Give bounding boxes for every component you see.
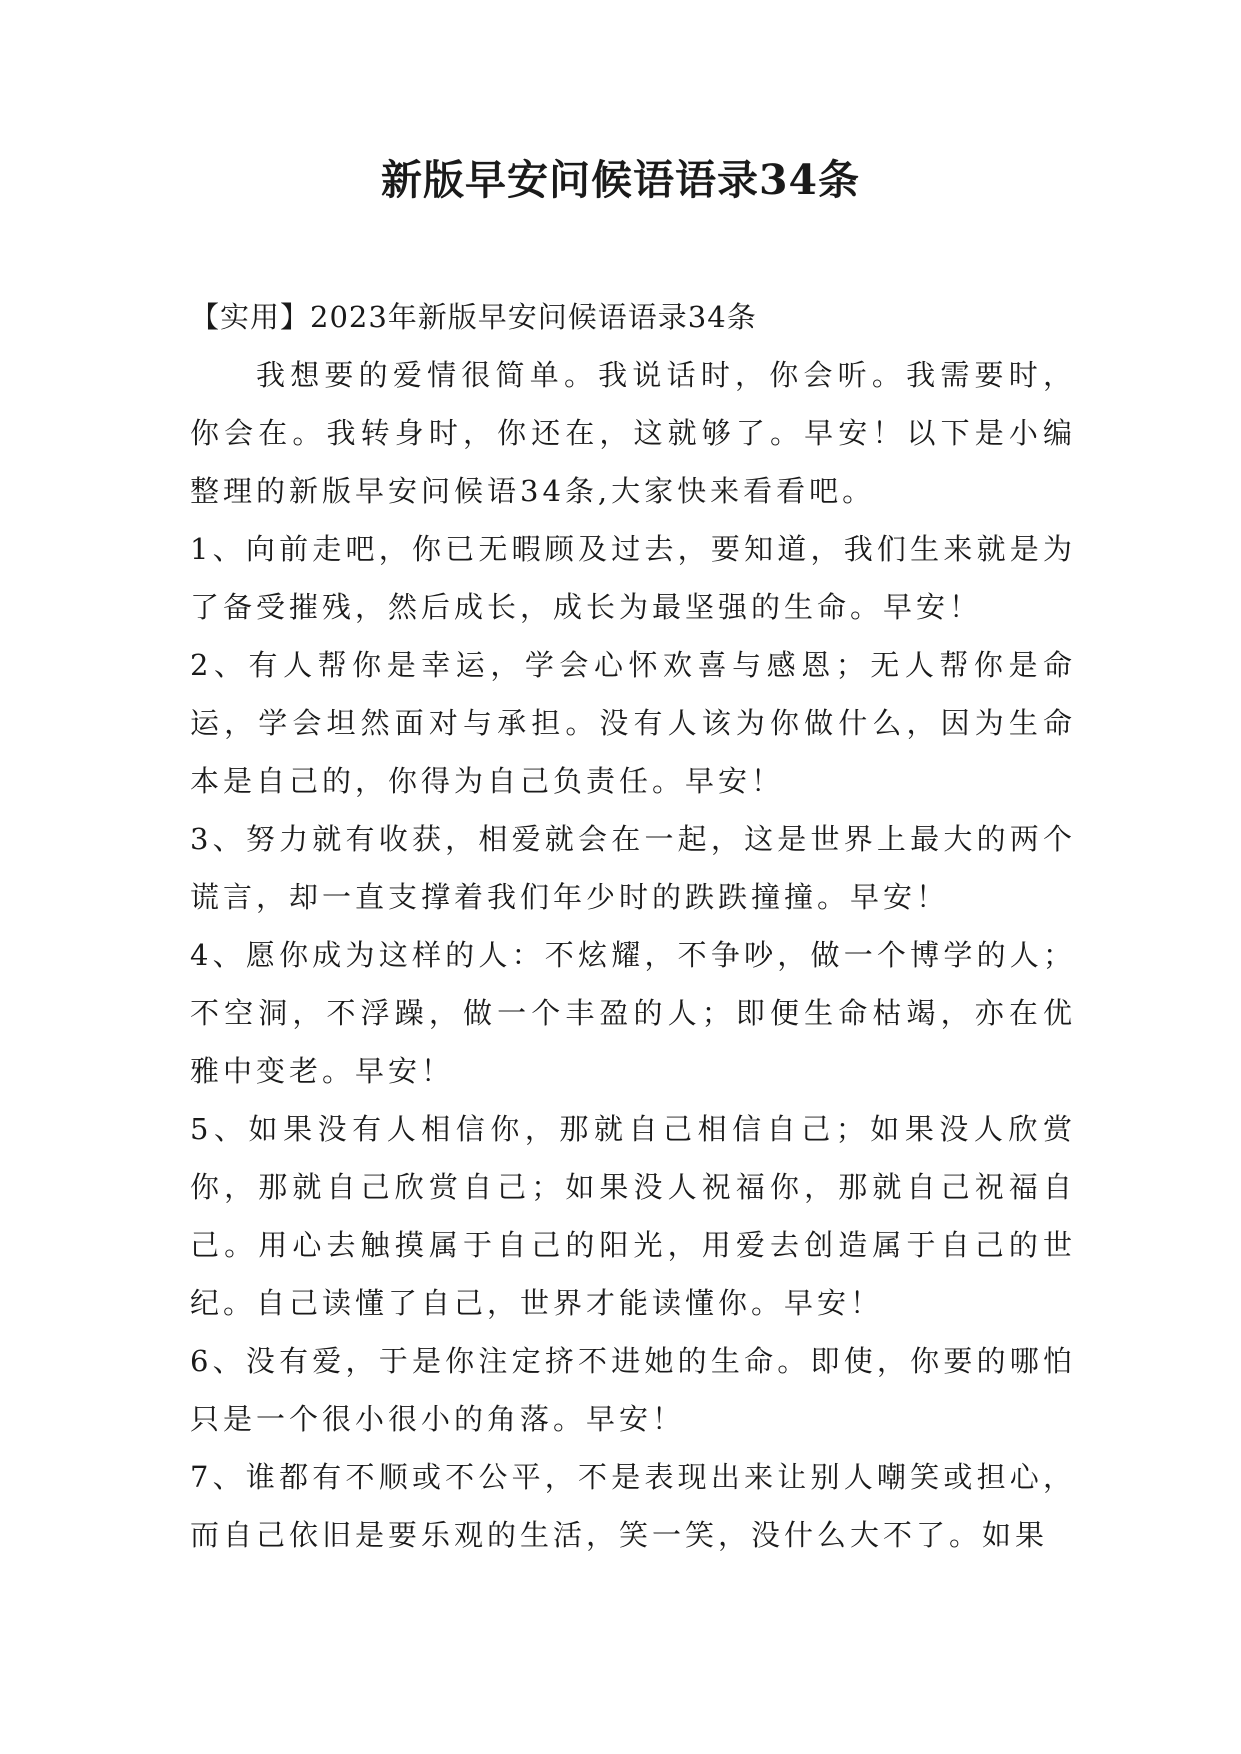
list-item: 2、有人帮你是幸运，学会心怀欢喜与感恩；无人帮你是命运，学会坦然面对与承担。没有人该为你做什么，因为生命本是自己的，你得为自己负责任。早安！ <box>190 648 1076 798</box>
document-body <box>190 288 1076 1564</box>
list-item: 1、向前走吧，你已无暇顾及过去，要知道，我们生来就是为了备受摧残，然后成长，成长为最坚强的生命。早安！ <box>190 532 1076 624</box>
list-item: 3、努力就有收获，相爱就会在一起，这是世界上最大的两个谎言，却一直支撑着我们年少时的跌跌撞撞。早安！ <box>190 822 1076 914</box>
document-subtitle: 【实用】2023年新版早安问候语语录34条 <box>190 300 757 334</box>
list-item: 5、如果没有人相信你，那就自己相信自己；如果没人欣赏你，那就自己欣赏自己；如果没人祝福你，那就自己祝福自己。用心去触摸属于自己的阳光，用爱去创造属于自己的世纪。自己读懂了自己，世界才能读懂你。早安！ <box>190 1112 1076 1320</box>
list-item: 6、没有爱，于是你注定挤不进她的生命。即使，你要的哪怕只是一个很小很小的角落。早安！ <box>190 1344 1076 1436</box>
list-item: 7、谁都有不顺或不公平，不是表现出来让别人嘲笑或担心，而自己依旧是要乐观的生活，笑一笑，没什么大不了。如果 <box>190 1460 1076 1552</box>
document-title: 新版早安问候语语录34条 <box>380 156 861 204</box>
intro-paragraph: 我想要的爱情很简单。我说话时，你会听。我需要时，你会在。我转身时，你还在，这就够了。早安！以下是小编整理的新版早安问候语34条,大家快来看看吧。 <box>190 358 1076 508</box>
list-item: 4、愿你成为这样的人：不炫耀，不争吵，做一个博学的人；不空洞，不浮躁，做一个丰盈的人；即便生命枯竭，亦在优雅中变老。早安！ <box>190 938 1076 1088</box>
